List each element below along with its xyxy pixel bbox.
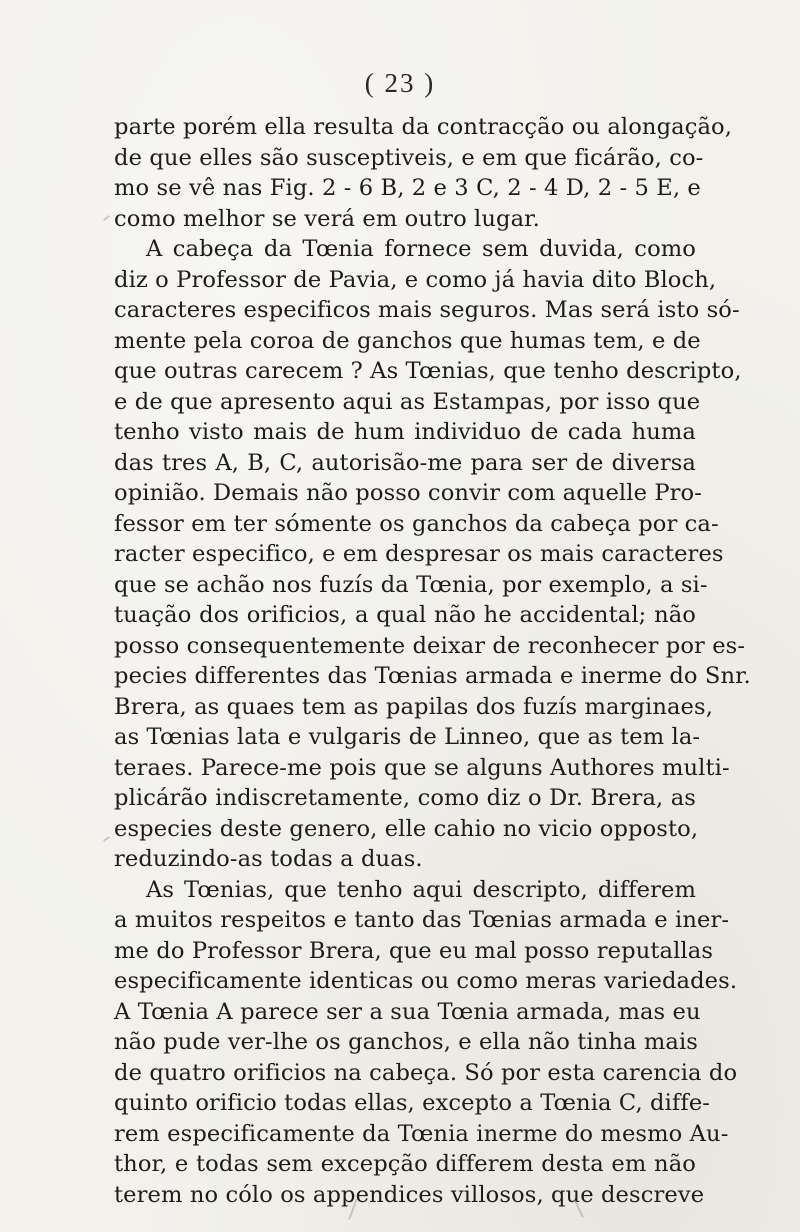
- text-line: de quatro orificios na cabeça. Só por esta carencia do: [114, 1059, 738, 1086]
- text-line: não pude ver-lhe os ganchos, e ella não tinha mais: [114, 1029, 698, 1055]
- text-line: racter especifico, e em despresar os mais caracteres: [114, 541, 724, 567]
- text-line: posso consequentemente deixar de reconhecer por es-: [114, 632, 746, 659]
- text-line: as Tœnias lata e vulgaris de Linneo, que as tem la-: [114, 724, 701, 750]
- text-line: plicárão indiscretamente, como diz o Dr. Brera, as: [114, 785, 696, 811]
- text-line: teraes. Parece-me pois que se alguns Authores multi-: [114, 754, 730, 781]
- text-line: que se achão nos fuzís da Tœnia, por exemplo, a si-: [114, 571, 708, 598]
- text-line: parte porém ella resulta da contracção ou alongação,: [114, 114, 733, 140]
- text-line: As Tœnias, que tenho aqui descripto, differem: [146, 876, 696, 903]
- page-number: ( 23 ): [364, 68, 436, 98]
- text-line: e de que apresento aqui as Estampas, por isso que: [114, 388, 701, 415]
- text-line: Brera, as quaes tem as papilas dos fuzís marginaes,: [114, 693, 714, 720]
- text-line: das tres A, B, C, autorisão-me para ser de diversa: [114, 449, 696, 476]
- text-line: que outras carecem ? As Tœnias, que tenho descripto,: [114, 358, 742, 384]
- text-line: tuação dos orificios, a qual não he accidental; não: [114, 602, 696, 628]
- text-line: como melhor se verá em outro lugar.: [114, 205, 540, 232]
- text-line: fessor em ter sómente os ganchos da cabeça por ca-: [114, 510, 719, 537]
- text-line: terem no cólo os appendices villosos, que descreve: [114, 1181, 705, 1208]
- text-line: a muitos respeitos e tanto das Tœnias armada e iner-: [114, 907, 730, 933]
- text-line: especificamente identicas ou como meras variedades.: [114, 968, 738, 994]
- text-line: diz o Professor de Pavia, e como já havia dito Bloch,: [114, 266, 717, 293]
- text-line: opinião. Demais não posso convir com aquelle Pro-: [114, 480, 702, 506]
- text-line: A Tœnia A parece ser a sua Tœnia armada, mas eu: [114, 998, 701, 1025]
- body-text: [114, 112, 751, 1210]
- text-line: me do Professor Brera, que eu mal posso reputallas: [114, 937, 714, 964]
- text-line: quinto orificio todas ellas, excepto a Tœnia C, diffe-: [114, 1090, 711, 1116]
- text-line: reduzindo-as todas a duas.: [114, 846, 423, 872]
- paper-mark: [103, 215, 110, 221]
- text-line: pecies differentes das Tœnias armada e inerme do Snr.: [114, 663, 751, 689]
- text-line: mente pela coroa de ganchos que humas tem, e de: [114, 327, 701, 354]
- text-line: thor, e todas sem excepção differem desta em não: [114, 1151, 696, 1177]
- text-line: rem especificamente da Tœnia inerme do mesmo Au-: [114, 1120, 729, 1147]
- text-line: especies deste genero, elle cahio no vicio opposto,: [114, 815, 699, 842]
- text-line: A cabeça da Tœnia fornece sem duvida, como: [146, 236, 696, 262]
- text-line: de que elles são susceptiveis, e em que ficárão, co-: [114, 144, 704, 171]
- text-line: mo se vê nas Fig. 2 - 6 B, 2 e 3 C, 2 - 4 D, 2 - 5 E, e: [114, 175, 701, 201]
- paper-mark: [103, 836, 110, 842]
- text-line: tenho visto mais de hum individuo de cada huma: [114, 419, 696, 445]
- text-line: caracteres especificos mais seguros. Mas será isto só-: [114, 297, 740, 323]
